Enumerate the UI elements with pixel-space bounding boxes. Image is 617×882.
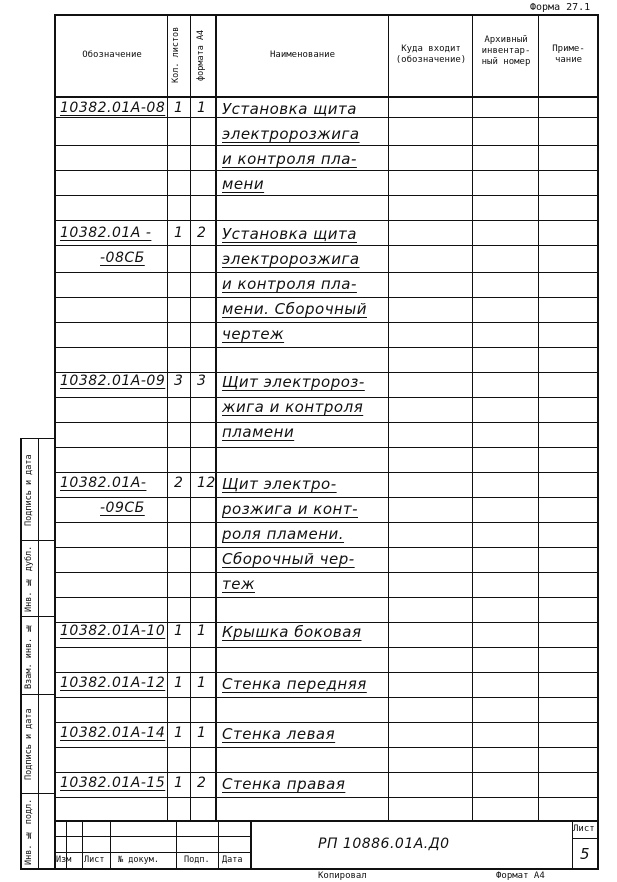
header-archive: Архивный инвентар-ный номер [481,35,531,67]
entry-designation: 10382.01А-12 [60,675,166,691]
entry-sheet-count: 1 [174,775,184,791]
table-row-line [56,647,597,648]
entry-name-line: теж [222,575,255,593]
form-label: Форма 27.1 [530,2,591,13]
entry-designation: -09СБ [100,500,145,516]
footer-copied: Копировал [318,871,367,881]
table-row-line [56,747,597,748]
entry-designation: -08СБ [100,250,145,266]
entry-name-line: и контроля пла- [222,150,357,168]
header-designation: Обозначение [82,50,142,60]
entry-sheet-count: 1 [174,725,184,741]
col-line-5 [472,14,473,820]
entry-designation: 10382.01А - [60,225,152,241]
entry-name-line: мени. Сборочный [222,300,367,318]
header-where-used: Куда входит (обозначение) [395,44,467,65]
entry-designation: 10382.01А-14 [60,725,166,741]
entry-format: 3 [197,373,207,389]
entry-sheet-count: 2 [174,475,184,491]
table-row-line [56,722,597,723]
entry-sheet-count: 3 [174,373,184,389]
entry-name-line: розжига и конт- [222,500,358,518]
table-row-line [56,245,597,246]
table-row-line [56,422,597,423]
col-line-3 [215,14,217,820]
table-row-line [56,597,597,598]
table-row-line [56,220,597,221]
table-row-line [56,322,597,323]
table-row-line [56,97,597,98]
table-row-line [56,522,597,523]
side-strip-left [20,438,22,870]
header-name: Наименование [269,50,336,60]
entry-name-line: Сборочный чер- [222,550,355,568]
entry-format: 1 [197,100,207,116]
table-row-line [56,697,597,698]
footer-format: Формат А4 [496,871,545,881]
entry-format: 1 [197,725,207,741]
side-label-replace-inv: Взам. инв. № [24,622,34,690]
side-label-sign-date-1: Подпись и дата [24,454,34,526]
frame-left [54,14,56,870]
entry-designation: 10382.01А-15 [60,775,166,791]
table-row-line [56,472,597,473]
frame-top [54,14,599,16]
entry-designation: 10382.01А- [60,475,147,491]
entry-name-line: мени [222,175,265,193]
entry-sheet-count: 1 [174,675,184,691]
col-line-1 [167,14,168,820]
entry-designation: 10382.01А-08 [60,100,166,116]
col-line-4 [388,14,389,820]
stamp-list: Лист [84,855,105,865]
table-row-line [56,572,597,573]
table-row-line [56,497,597,498]
table-row-line [56,170,597,171]
table-row-line [56,672,597,673]
header-sheet-count: Кол. листов [171,26,181,84]
header-note: Приме-чание [552,44,585,65]
table-row-line [56,347,597,348]
side-label-sign-date-2: Подпись и дата [24,708,34,781]
entry-name-line: Установка щита [222,225,357,243]
entry-name-line: Стенка левая [222,725,336,743]
entry-name-line: Стенка передняя [222,675,367,693]
header-format: формата А4 [196,29,206,81]
entry-format: 2 [197,775,207,791]
entry-designation: 10382.01А-09 [60,373,166,389]
entry-sheet-count: 1 [174,100,184,116]
table-row-line [56,272,597,273]
side-label-dup-inv: Инв. № дубл. [24,545,34,613]
table-row-line [56,297,597,298]
entry-sheet-count: 1 [174,225,184,241]
frame-right [597,14,599,870]
table-row-line [56,447,597,448]
stamp-sheet-number: 5 [580,845,591,863]
stamp-izm: Изм [56,855,72,865]
stamp-data: Дата [222,855,243,865]
entry-format: 12 [197,475,216,491]
stamp-top [54,820,599,822]
col-line-6 [538,14,539,820]
stamp-doc-no: № докум. [118,855,159,865]
side-strip-divider [38,438,39,870]
entry-name-line: электророзжига [222,125,360,143]
table-row-line [56,547,597,548]
stamp-doc-code: РП 10886.01А.Д0 [318,836,450,852]
frame-bottom [20,868,599,870]
table-row-line [56,195,597,196]
entry-sheet-count: 1 [174,623,184,639]
entry-name-line: чертеж [222,325,285,343]
entry-name-line: Щит электророз- [222,373,365,391]
side-label-orig-inv: Инв. № подл. [24,798,34,865]
entry-name-line: пламени [222,423,295,441]
entry-format: 1 [197,623,207,639]
entry-format: 2 [197,225,207,241]
table-row-line [56,145,597,146]
entry-name-line: жига и контроля [222,398,364,416]
entry-name-line: Щит электро- [222,475,337,493]
table-row-line [56,797,597,798]
col-line-2 [190,14,191,820]
entry-designation: 10382.01А-10 [60,623,166,639]
entry-name-line: Крышка боковая [222,623,362,641]
entry-name-line: электророзжига [222,250,360,268]
entry-name-line: Стенка правая [222,775,346,793]
entry-format: 1 [197,675,207,691]
entry-name-line: и контроля пла- [222,275,357,293]
entry-name-line: Установка щита [222,100,357,118]
stamp-sheet-label: Лист [573,824,595,834]
table-row-line [56,772,597,773]
stamp-podp: Подп. [184,855,210,865]
entry-name-line: роля пламени. [222,525,345,543]
